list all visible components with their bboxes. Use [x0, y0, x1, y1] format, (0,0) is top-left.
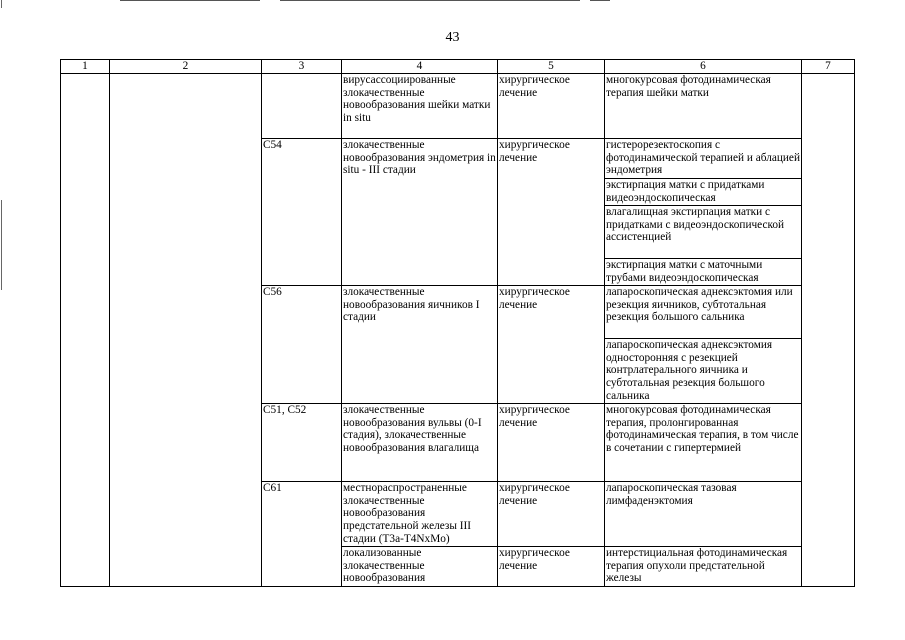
treatment-type-cell: хирургическое лечение: [498, 481, 605, 546]
column-2-cell: [110, 73, 262, 586]
treatment-type-cell: хирургическое лечение: [498, 73, 605, 138]
page-number: 43: [445, 30, 460, 45]
treatment-method-cell: лапароскопическая аднексэктомия или резекция яичников, субтотальная резекция большого сальника: [605, 285, 802, 338]
icd-code-cell: C61: [262, 481, 342, 586]
page-top-edge-line: [120, 0, 260, 1]
column-header-2: 2: [110, 60, 262, 74]
treatment-method-cell: гистерорезектоскопия с фотодинамической терапией и аблацией эндометрия: [606, 138, 800, 177]
table-row: [61, 73, 855, 138]
treatment-method-cell: влагалищная экстирпация матки с придатками с видеоэндоскопической ассистенцией: [605, 205, 802, 258]
page-top-edge-line: [280, 0, 580, 1]
treatment-type-cell: хирургическое лечение: [498, 403, 605, 481]
column-7-cell: [802, 73, 855, 586]
column-header-5: 5: [498, 60, 605, 74]
treatment-method-cell: экстирпация матки с придатками видеоэндоскопическая: [605, 178, 802, 205]
treatment-type-cell: хирургическое лечение: [498, 285, 605, 403]
diagnosis-cell: злокачественные новообразования яичников I стадии: [342, 285, 498, 403]
treatment-type-cell: хирургическое лечение: [498, 546, 605, 586]
treatment-method-cell: лапароскопическая тазовая лимфаденэктомия: [605, 481, 802, 546]
page-top-edge-line: [590, 0, 610, 1]
column-1-cell: [61, 73, 110, 586]
diagnosis-cell: локализованные злокачественные новообразования: [342, 546, 498, 586]
column-header-6: 6: [605, 60, 802, 74]
diagnosis-cell: местнораспространенные злокачественные новообразования предстательной железы III стадии (T3a-T4NxMo): [342, 481, 498, 546]
icd-code-cell: [262, 73, 342, 138]
diagnosis-cell: вирусассоциированные злокачественные новообразования шейки матки in situ: [342, 73, 498, 138]
column-header-4: 4: [342, 60, 498, 74]
diagnosis-cell: злокачественные новообразования вульвы (0-I стадия), злокачественные новообразования влагалища: [342, 403, 498, 481]
medical-procedures-table: [60, 59, 855, 587]
treatment-method-cell: экстирпация матки с маточными трубами видеоэндоскопическая: [605, 258, 802, 285]
column-header-3: 3: [262, 60, 342, 74]
page-margin-mark: [1, 200, 2, 290]
treatment-method-cell: интерстициальная фотодинамическая терапия опухоли предстательной железы: [605, 546, 802, 586]
treatment-method-cell: многокурсовая фотодинамическая терапия шейки матки: [605, 73, 802, 138]
column-header-1: 1: [61, 60, 110, 74]
column-header-7: 7: [802, 60, 855, 74]
diagnosis-cell: злокачественные новообразования эндометрия in situ - III стадии: [342, 138, 498, 285]
icd-code-cell: C51, C52: [262, 403, 342, 481]
icd-code-cell: C54: [262, 138, 342, 285]
treatment-method-cell: лапароскопическая аднексэктомия односторонняя с резекцией контрлатерального яичника и субтотальная резекция большого сальника: [605, 338, 802, 403]
icd-code-cell: C56: [262, 285, 342, 403]
treatment-method-cell: многокурсовая фотодинамическая терапия, пролонгированная фотодинамическая терапия, в том числе в сочетании с гипертермией: [605, 403, 802, 481]
treatment-type-cell: хирургическое лечение: [498, 138, 605, 285]
column-number-row: [61, 60, 855, 74]
page-margin-mark: [1, 0, 2, 8]
